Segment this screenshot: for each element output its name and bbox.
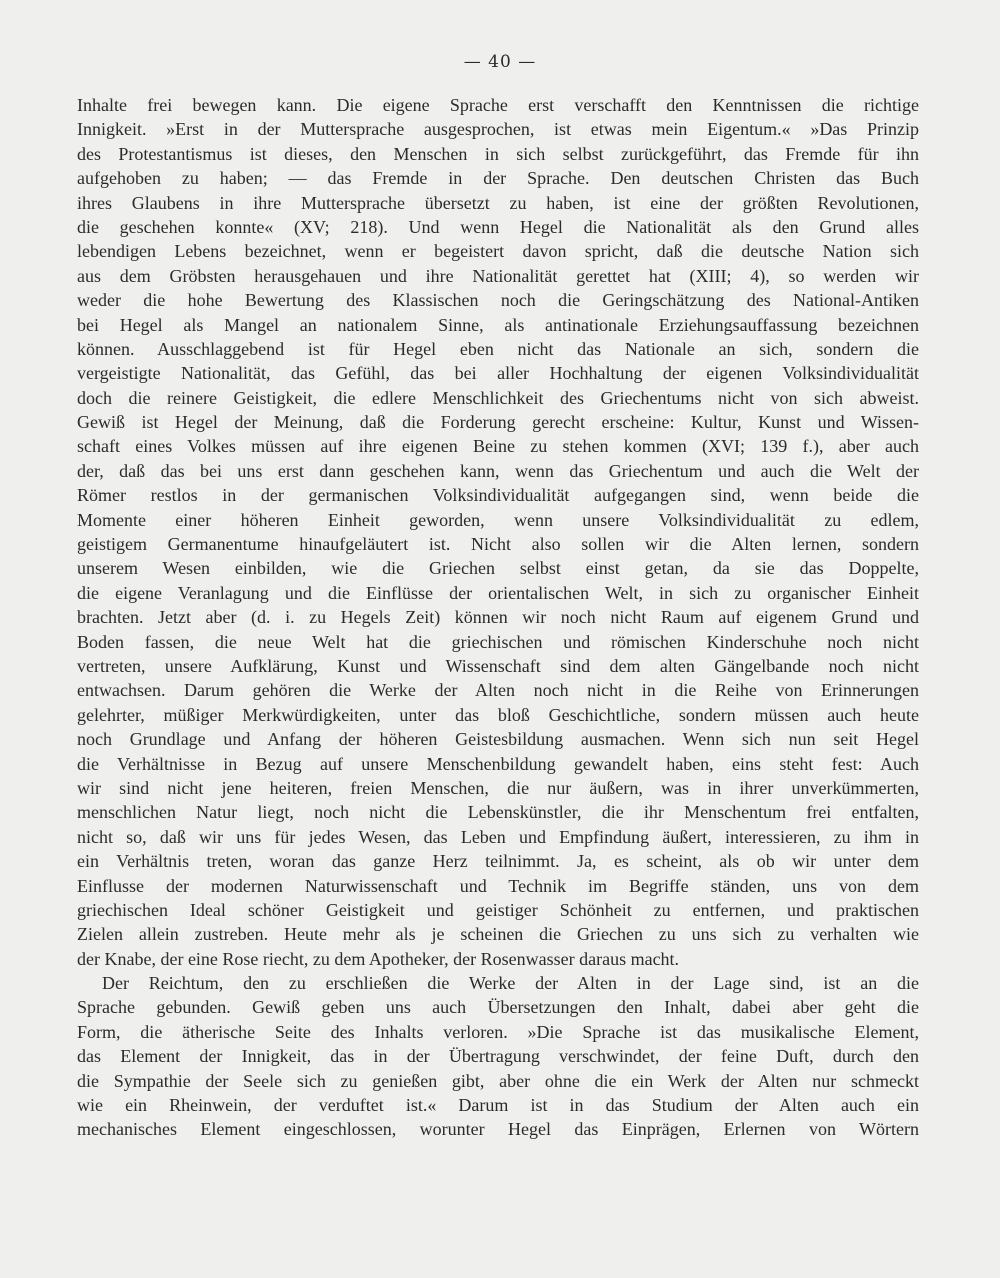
text-line: vertreten, unsere Aufklärung, Kunst und Wissenschaft sind dem alten Gängelbande noch nicht	[77, 655, 919, 676]
text-line: menschlichen Natur liegt, noch nicht die Lebenskünstler, die ihr Menschentum frei entfalten,	[77, 802, 919, 823]
page-number: — 40 —	[463, 52, 537, 72]
text-line: wie ein Rheinwein, der verduftet ist.« Darum ist in das Studium der Alten auch ein	[77, 1095, 919, 1116]
text-line: Der Reichtum, den zu erschließen die Werke der Alten in der Lage sind, ist an die	[102, 973, 919, 994]
text-line: vergeistigte Nationalität, das Gefühl, das bei aller Hochhaltung der eigenen Volksindividualität	[77, 363, 919, 384]
text-line: griechischen Ideal schöner Geistigkeit und geistiger Schönheit zu entfernen, und praktischen	[77, 899, 919, 920]
text-line: die Sympathie der Seele sich zu genießen gibt, aber ohne die ein Werk der Alten nur schmeckt	[77, 1070, 919, 1091]
text-line: aus dem Gröbsten herausgehauen und ihre Nationalität gerettet hat (XIII; 4), so werden wir	[77, 265, 919, 286]
text-line: der Knabe, der eine Rose riecht, zu dem Apotheker, der Rosenwasser daraus macht.	[77, 948, 680, 969]
text-line: Inhalte frei bewegen kann. Die eigene Sprache erst verschafft den Kenntnissen die richtige	[77, 95, 919, 115]
text-line: aufgehoben zu haben; — das Fremde in der Sprache. Den deutschen Christen das Buch	[77, 168, 919, 189]
text-line: schaft eines Volkes müssen auf ihre eigenen Beine zu stehen kommen (XVI; 139 f.), aber auch	[77, 436, 919, 457]
text-line: Sprache gebunden. Gewiß geben uns auch Übersetzungen den Inhalt, dabei aber geht die	[77, 997, 919, 1018]
text-line: noch Grundlage und Anfang der höheren Geistesbildung ausmachen. Wenn sich nun seit Hegel	[77, 729, 919, 750]
text-line: wir sind nicht jene heiteren, freien Menschen, die nur äußern, was in ihrer unverkümmerten,	[77, 777, 919, 798]
text-line: der, daß das bei uns erst dann geschehen kann, wenn das Griechentum und auch die Welt der	[77, 460, 919, 481]
text-line: ein Verhältnis treten, woran das ganze Herz teilnimmt. Ja, es scheint, als ob wir unter dem	[77, 851, 919, 872]
text-line: die geschehen konnte« (XV; 218). Und wenn Hegel die Nationalität als den Grund alles	[77, 216, 919, 237]
text-line: weder die hohe Bewertung des Klassischen noch die Geringschätzung des National-Antiken	[77, 290, 919, 311]
text-line: Momente einer höheren Einheit geworden, wenn unsere Volksindividualität zu edlem,	[77, 509, 919, 530]
text-line: entwachsen. Darum gehören die Werke der Alten noch nicht in die Reihe von Erinnerungen	[77, 680, 919, 701]
text-line: bei Hegel als Mangel an nationalem Sinne, als antinationale Erziehungsauffassung bezeichnen	[77, 314, 919, 335]
text-line: des Protestantismus ist dieses, den Menschen in sich selbst zurückgeführt, das Fremde für ihn	[77, 143, 919, 164]
text-line: brachten. Jetzt aber (d. i. zu Hegels Zeit) können wir noch nicht Raum auf eigenem Grund und	[77, 607, 919, 628]
text-line: Gewiß ist Hegel der Meinung, daß die Forderung gerecht erscheine: Kultur, Kunst und Wissen-	[77, 412, 919, 433]
text-line: das Element der Innigkeit, das in der Übertragung verschwindet, der feine Duft, durch den	[77, 1046, 919, 1067]
body-text	[77, 93, 919, 1142]
text-line: lebendigen Lebens bezeichnet, wenn er begeistert davon spricht, daß die deutsche Nation sich	[77, 241, 919, 262]
text-line: Innigkeit. »Erst in der Muttersprache ausgesprochen, ist etwas mein Eigentum.« »Das Prinzip	[77, 119, 919, 140]
text-line: Einflusse der modernen Naturwissenschaft und Technik im Begriffe ständen, uns von dem	[77, 875, 919, 896]
text-line: mechanisches Element eingeschlossen, worunter Hegel das Einprägen, Erlernen von Wörtern	[77, 1119, 919, 1140]
text-line: nicht so, daß wir uns für jedes Wesen, das Leben und Empfindung äußert, interessieren, zu ihm in	[77, 826, 919, 847]
text-line: unserem Wesen einbilden, wie die Griechen selbst einst getan, da sie das Doppelte,	[77, 558, 919, 579]
text-line: die Verhältnisse in Bezug auf unsere Menschenbildung gewandelt haben, eins steht fest: Auch	[77, 753, 919, 774]
text-line: Zielen allein zustreben. Heute mehr als je scheinen die Griechen zu uns sich zu verhalten wie	[77, 924, 919, 945]
text-line: doch die reinere Geistigkeit, die edlere Menschlichkeit des Griechentums nicht von sich abweist.	[77, 387, 919, 408]
text-line: können. Ausschlaggebend ist für Hegel eben nicht das Nationale an sich, sondern die	[77, 338, 919, 359]
text-line: geistigem Germanentume hinaufgeläutert ist. Nicht also sollen wir die Alten lernen, sondern	[77, 534, 919, 555]
text-line: Boden fassen, die neue Welt hat die griechischen und römischen Kinderschuhe noch nicht	[77, 631, 919, 652]
text-line: ihres Glaubens in ihre Muttersprache übersetzt zu haben, ist eine der größten Revolutionen,	[77, 192, 919, 213]
text-line: gelehrter, müßiger Merkwürdigkeiten, unter das bloß Geschichtliche, sondern müssen auch heute	[77, 704, 919, 725]
text-line: die eigene Veranlagung und die Einflüsse der orientalischen Welt, in sich zu organischer Einheit	[77, 582, 919, 603]
text-line: Römer restlos in der germanischen Volksindividualität aufgegangen sind, wenn beide die	[77, 485, 919, 506]
text-line: Form, die ätherische Seite des Inhalts verloren. »Die Sprache ist das musikalische Element,	[77, 1021, 919, 1042]
